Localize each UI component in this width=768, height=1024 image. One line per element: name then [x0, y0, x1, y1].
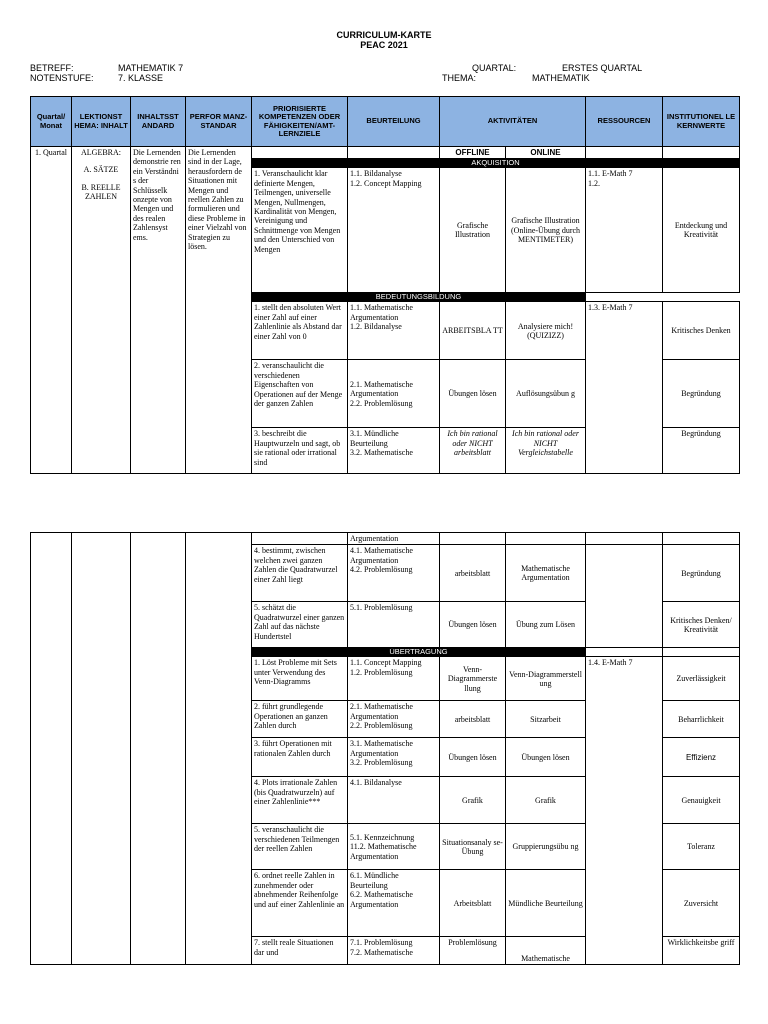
kernwert-cell: Beharrlichkeit [663, 701, 740, 738]
curriculum-table-page-1 [30, 96, 740, 474]
phase-uebertragung: ÜBERTRAGUNG [252, 648, 586, 657]
betreff-value: MATHEMATIK 7 [118, 63, 184, 73]
curriculum-table-page-2 [30, 532, 740, 965]
quartal-value: ERSTES QUARTAL [562, 63, 643, 73]
col-header-kompetenzen: PRIORISIERTE KOMPETENZEN ODER FÄHIGKEITEN/AMT-LERNZIELE [252, 97, 348, 147]
online-cell: Sitzarbeit [506, 701, 586, 738]
col-header-aktivitaeten: AKTIVITÄTEN [440, 97, 586, 147]
beurteilung-cell: 7.1. Problemlösung 7.2. Mathematische [348, 937, 440, 965]
lektion-algebra: ALGEBRA: [81, 148, 121, 157]
online-cell: Übung zum Lösen [506, 602, 586, 648]
online-cell: Auflösungsübun g [506, 360, 586, 428]
offline-cell: Problemlösung [440, 937, 506, 965]
online-cell: Analysiere mich! (QUIZIZZ) [506, 302, 586, 360]
col-header-kernwerte: INSTITUTIONEL LE KERNWERTE [663, 97, 740, 147]
lektion-cell [72, 147, 131, 474]
beurteilung-cell: 2.1. Mathematische Argumentation 2.2. Problemlösung [348, 701, 440, 738]
online-cell: Übungen lösen [506, 738, 586, 777]
betreff-label: BETREFF: [30, 63, 74, 73]
kernwert-cell: Begründung [663, 428, 740, 474]
notenstufe-label: NOTENSTUFE: [30, 73, 94, 83]
kernwert-cell: Kritisches Denken/ Kreativität [663, 602, 740, 648]
online-cell: Gruppierungsübu ng [506, 824, 586, 870]
phase-akquisition: AKQUISITION [252, 159, 740, 168]
kernwert-cell: Toleranz [663, 824, 740, 870]
performanzstandard-cell: Die Lernenden sind in der Lage, herausfordern de Situationen mit Mengen und reellen Zahlen zu formulieren und diese Probleme in einer Vielzahl von Strategien zu lösen. [186, 147, 252, 474]
lektion-reelle-zahlen: B. REELLE ZAHLEN [81, 182, 121, 202]
kompetenz-cell: 7. stellt reale Situationen dar und [252, 937, 348, 965]
kompetenz-cell: 5. veranschaulicht die verschiedenen Teilmengen der reellen Zahlen [252, 824, 348, 870]
inhalt-cell-empty [131, 533, 186, 965]
offline-cell: ARBEITSBLA TT [440, 302, 506, 360]
online-cell: Ich bin rational oder NICHT Vergleichstabelle [506, 428, 586, 474]
beurteilung-cell: 2.1. Mathematische Argumentation 2.2. Problemlösung [348, 360, 440, 428]
kompetenz-cell: 1. stellt den absoluten Wert einer Zahl auf einer Zahlenlinie als Abstand dar einer Zahl von 0 [252, 302, 348, 360]
ressourcen-cell: 1.3. E-Math 7 [586, 302, 663, 474]
thema-label: THEMA: [442, 73, 477, 83]
kompetenz-cell: 2. führt grundlegende Operationen an ganzen Zahlen durch [252, 701, 348, 738]
kernwert-cell: Genauigkeit [663, 777, 740, 824]
quartal-cell: 1. Quartal [31, 147, 72, 474]
kompetenz-cell: 6. ordnet reelle Zahlen in zunehmender oder abnehmender Reihenfolge und auf einer Zahlenlinie an [252, 870, 348, 937]
kompetenz-cell: 3. führt Operationen mit rationalen Zahlen durch [252, 738, 348, 777]
kernwert-cell: Begründung [663, 360, 740, 428]
performanz-cell-empty [186, 533, 252, 965]
notenstufe-value: 7. KLASSE [118, 73, 164, 83]
col-header-performanz: PERFOR MANZ-STANDAR [186, 97, 252, 147]
beurteilung-continuation: Argumentation [348, 533, 440, 545]
col-header-ressourcen: RESSOURCEN [586, 97, 663, 147]
ressourcen-cell: 1.4. E-Math 7 [586, 657, 663, 965]
beurteilung-cell: 5.1. Kennzeichnung 11.2. Mathematische Argumentation [348, 824, 440, 870]
online-cell: Mathematische Argumentation [506, 545, 586, 602]
offline-cell: Übungen lösen [440, 602, 506, 648]
online-cell: Venn-Diagrammerstell ung [506, 657, 586, 701]
kompetenz-cell: 2. veranschaulicht die verschiedenen Eigenschaften von Operationen auf der Menge der ganzen Zahlen [252, 360, 348, 428]
kernwert-cell: Effizienz [663, 738, 740, 777]
beurteilung-cell: 3.1. Mündliche Beurteilung 3.2. Mathematische [348, 428, 440, 474]
offline-cell: Grafische Illustration [440, 168, 506, 293]
online-cell: Mündliche Beurteilung [506, 870, 586, 937]
online-cell: Mathematische [506, 937, 586, 965]
col-header-beurteilung: BEURTEILUNG [348, 97, 440, 147]
online-subheader: ONLINE [506, 147, 586, 159]
beurteilung-cell: 4.1. Mathematische Argumentation 4.2. Problemlösung [348, 545, 440, 602]
offline-cell: Arbeitsblatt [440, 870, 506, 937]
ressourcen-cell: 1.1. E-Math 7 1.2. [586, 168, 663, 293]
kompetenz-cell: 1. Löst Probleme mit Sets unter Verwendung des Venn-Diagramms [252, 657, 348, 701]
lektion-cell-empty [72, 533, 131, 965]
beurteilung-cell: 5.1. Problemlösung [348, 602, 440, 648]
thema-value: MATHEMATIK [532, 73, 590, 83]
kernwert-cell: Entdeckung und Kreativität [663, 168, 740, 293]
offline-cell: Ich bin rational oder NICHT arbeitsblatt [440, 428, 506, 474]
kernwert-cell: Zuversicht [663, 870, 740, 937]
kernwert-cell: Begründung [663, 545, 740, 602]
kernwert-cell: Wirklichkeitsbe griff [663, 937, 740, 965]
online-cell: Grafik [506, 777, 586, 824]
offline-subheader: OFFLINE [440, 147, 506, 159]
offline-cell: arbeitsblatt [440, 545, 506, 602]
document-subtitle: PEAC 2021 [360, 40, 408, 50]
kompetenz-cell: 3. beschreibt die Hauptwurzeln und sagt, ob sie rational oder irrational sind [252, 428, 348, 474]
offline-cell: Übungen lösen [440, 738, 506, 777]
beurteilung-cell: 1.1. Concept Mapping 1.2. Problemlösung [348, 657, 440, 701]
phase-bedeutungsbildung: BEDEUTUNGSBILDUNG [252, 293, 586, 302]
quartal-label: QUARTAL: [472, 63, 517, 73]
offline-cell: Grafik [440, 777, 506, 824]
kompetenz-cell: 4. Plots irrationale Zahlen (bis Quadratwurzeln) auf einer Zahlenlinie*** [252, 777, 348, 824]
kompetenz-cell: 5. schätzt die Quadratwurzel einer ganzen Zahl auf das nächste Hundertstel [252, 602, 348, 648]
kompetenz-cell: 4. bestimmt, zwischen welchen zwei ganzen Zahlen die Quadratwurzel einer Zahl liegt [252, 545, 348, 602]
offline-cell: Venn-Diagrammerste llung [440, 657, 506, 701]
col-header-inhalt: INHALTSST ANDARD [131, 97, 186, 147]
online-cell: Grafische Illustration (Online-Übung durch MENTIMETER) [506, 168, 586, 293]
col-header-lektion: LEKTIONST HEMA: INHALT [72, 97, 131, 147]
document-title: CURRICULUM-KARTE [336, 30, 432, 40]
quartal-cell-empty [31, 533, 72, 965]
beurteilung-cell: 4.1. Bildanalyse [348, 777, 440, 824]
offline-cell: Übungen lösen [440, 360, 506, 428]
lektion-saetze: A. SÄTZE [83, 165, 119, 175]
kompetenz-cell: 1. Veranschaulicht klar definierte Mengen, Teilmengen, universelle Mengen, Nullmengen, Kardinalität von Mengen, Vereinigung und Schnittmenge von Mengen und den Unterschied von Mengen [252, 168, 348, 293]
beurteilung-cell: 1.1. Mathematische Argumentation 1.2. Bildanalyse [348, 302, 440, 360]
offline-cell: arbeitsblatt [440, 701, 506, 738]
kernwert-cell: Zuverlässigkeit [663, 657, 740, 701]
offline-cell: Situationsanaly se-Übung [440, 824, 506, 870]
beurteilung-cell: 3.1. Mathematische Argumentation 3.2. Problemlösung [348, 738, 440, 777]
inhaltsstandard-cell: Die Lernenden demonstrie ren ein Verständni s der Schlüsselk onzepte von Mengen und des realen Zahlensyst ems. [131, 147, 186, 474]
beurteilung-cell: 6.1. Mündliche Beurteilung 6.2. Mathematische Argumentation [348, 870, 440, 937]
beurteilung-cell: 1.1. Bildanalyse 1.2. Concept Mapping [348, 168, 440, 293]
kernwert-cell: Kritisches Denken [663, 302, 740, 360]
col-header-quartal: Quartal/ Monat [31, 97, 72, 147]
